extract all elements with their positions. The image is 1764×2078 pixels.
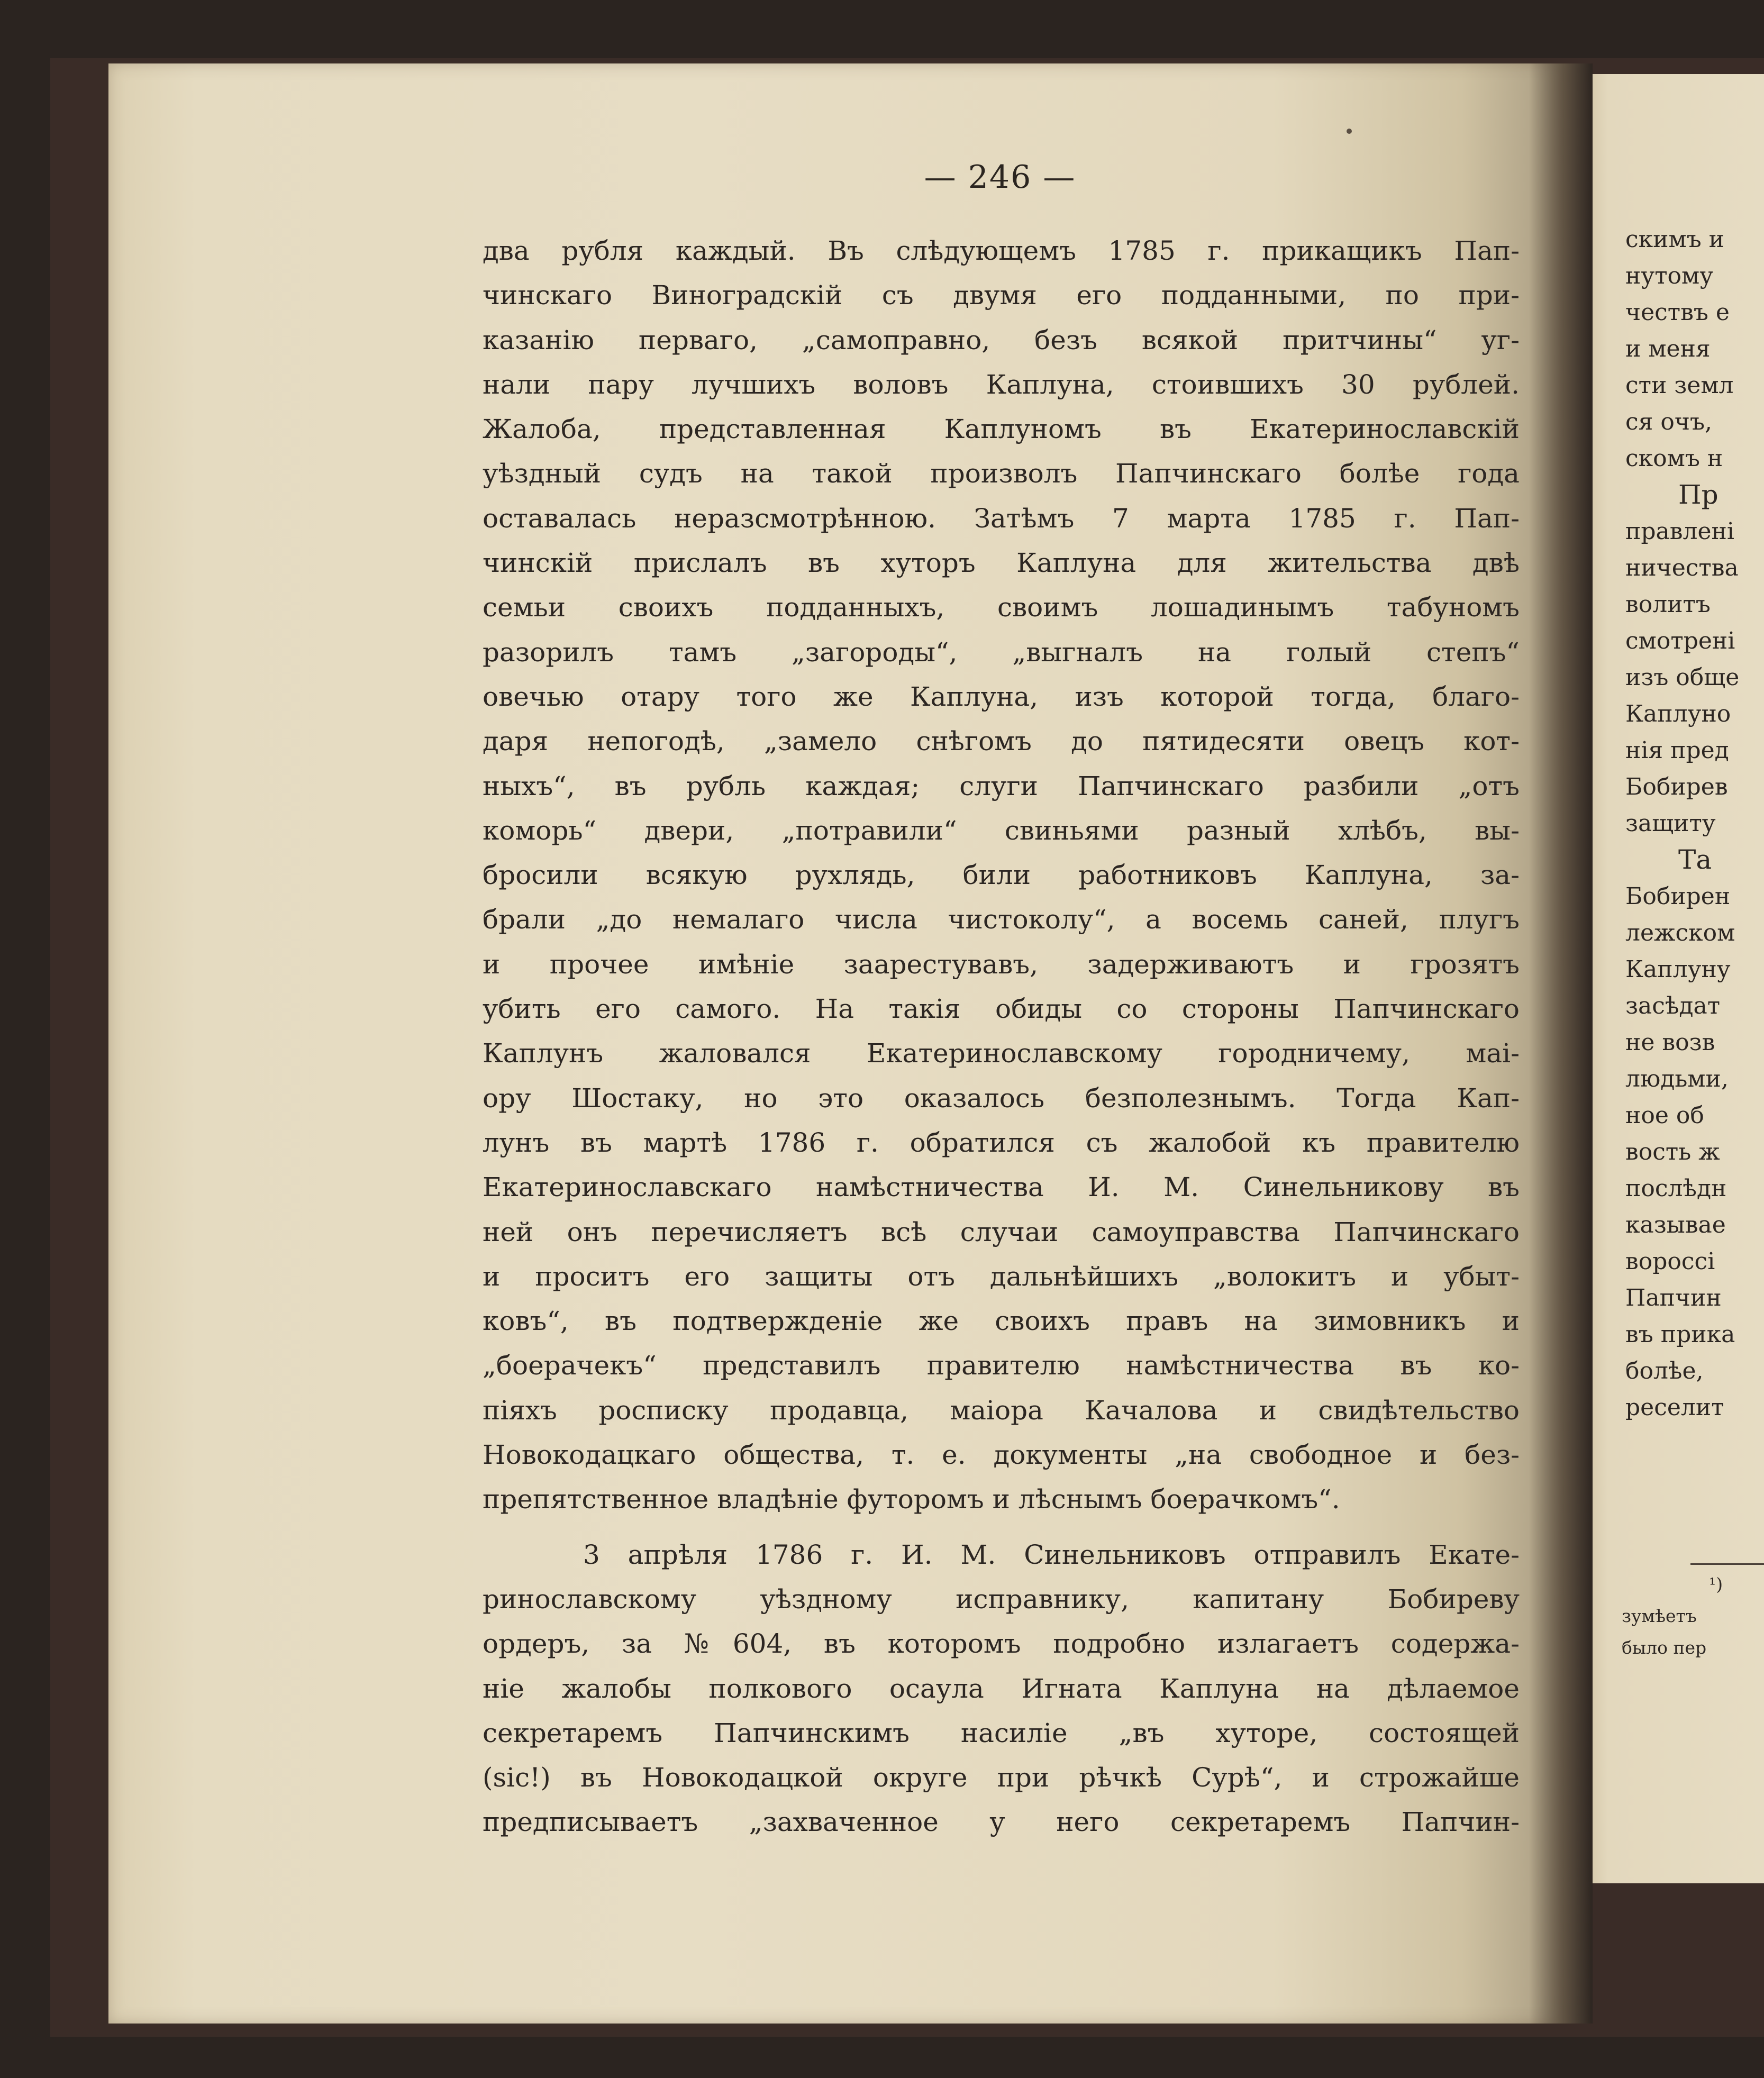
footnote-line: ¹): [1709, 1574, 1723, 1594]
text-line: два рубля каждый. Въ слѣдующемъ 1785 г. прикащикъ Пап-: [483, 235, 1520, 266]
text-line: Екатеринославскаго намѣстничества И. М. Синельникову въ: [483, 1172, 1520, 1203]
text-line: чинскаго Виноградскій съ двумя его подданными, по при-: [483, 280, 1520, 311]
paragraph-gap: [483, 1522, 1520, 1533]
right-page-line: казывае: [1625, 1211, 1726, 1238]
text-line: ніе жалобы полкового осаула Игната Каплуна на дѣлаемое: [483, 1673, 1520, 1704]
right-page-footnote: [1622, 1569, 1764, 1664]
text-line: (sic!) въ Новокодацкой округе при рѣчкѣ Сурѣ“, и строжайше: [483, 1762, 1520, 1793]
right-page-line: Каплуну: [1625, 956, 1731, 983]
text-line: казанію перваго, „самоправно, безъ всякой притчины“ уг-: [483, 324, 1520, 356]
text-line: семьи своихъ подданныхъ, своимъ лошадинымъ табуномъ: [483, 592, 1520, 623]
right-page-line: болѣе,: [1625, 1357, 1704, 1384]
right-page-line: лежском: [1625, 919, 1735, 946]
text-line: и проситъ его защиты отъ дальнѣйшихъ „волокитъ и убыт-: [483, 1261, 1520, 1292]
text-line: оставалась неразсмотрѣнною. Затѣмъ 7 марта 1785 г. Пап-: [483, 503, 1520, 534]
text-line: Новокодацкаго общества, т. е. документы „на свободное и без-: [483, 1439, 1520, 1471]
right-page-line: вость ж: [1625, 1138, 1720, 1165]
text-line: ныхъ“, въ рубль каждая; слуги Папчинскаго разбили „отъ: [483, 770, 1520, 801]
right-page-line: защиту: [1625, 810, 1716, 837]
right-page-line: изъ обще: [1625, 664, 1740, 691]
right-page-line: правлені: [1625, 518, 1734, 545]
right-page-line: Папчин: [1625, 1284, 1722, 1311]
right-page-text: [1625, 221, 1764, 1426]
right-page-line: и меня: [1625, 335, 1711, 362]
text-line: уѣздный судъ на такой произволъ Папчинскаго болѣе года: [483, 458, 1520, 489]
text-line: Каплунъ жаловался Екатеринославскому городничему, маі-: [483, 1038, 1520, 1069]
text-line: убить его самого. На такія обиды со стороны Папчинскаго: [483, 994, 1520, 1025]
right-page-line: Бобирев: [1625, 773, 1728, 800]
footnote-line: зумѣетъ: [1622, 1606, 1697, 1626]
right-page-line: послѣдн: [1625, 1175, 1727, 1202]
text-line: препятственное владѣніе футоромъ и лѣснымъ боерачкомъ“.: [483, 1484, 1340, 1515]
right-page-line: засѣдат: [1625, 992, 1721, 1019]
main-text: [483, 229, 1520, 1845]
right-page-line: смотрені: [1625, 627, 1735, 654]
text-line: ору Шостаку, но это оказалось безполезнымъ. Тогда Кап-: [483, 1082, 1520, 1114]
text-line: даря непогодѣ, „замело снѣгомъ до пятидесяти овецъ кот-: [483, 726, 1520, 757]
right-page-line: скомъ н: [1625, 445, 1723, 472]
right-page-line: чествъ е: [1625, 299, 1730, 326]
right-page-line: нутому: [1625, 262, 1714, 289]
text-line: секретаремъ Папчинскимъ насиліе „въ хуторе, состоящей: [483, 1717, 1520, 1748]
footnote-rule: [1690, 1563, 1764, 1565]
right-page-line: ное об: [1625, 1102, 1704, 1129]
text-line: ордеръ, за №604, въ которомъ подробно излагаетъ содержа-: [483, 1628, 1520, 1660]
text-line: бросили всякую рухлядь, били работниковъ Каплуна, за-: [483, 860, 1520, 891]
right-page-line: Та: [1678, 844, 1712, 875]
text-line: коморь“ двери, „потравили“ свиньями разный хлѣбъ, вы-: [483, 815, 1520, 846]
text-line: нали пару лучшихъ воловъ Каплуна, стоившихъ 30 рублей.: [483, 369, 1520, 400]
text-line: ковъ“, въ подтвержденіе же своихъ правъ на зимовникъ и: [483, 1306, 1520, 1337]
text-line: брали „до немалаго числа чистоколу“, а восемь саней, плугъ: [483, 904, 1520, 935]
paper-speck: [1347, 129, 1352, 134]
text-line: ринославскому уѣздному исправнику, капитану Бобиреву: [483, 1583, 1520, 1615]
page-number: — 246 —: [924, 159, 1076, 196]
right-page-line: нія пред: [1625, 737, 1729, 764]
text-line: разорилъ тамъ „загороды“, „выгналъ на голый степъ“: [483, 636, 1520, 668]
right-page-line: сти земл: [1625, 372, 1734, 399]
right-page-line: Пр: [1678, 479, 1718, 510]
right-page-line: волитъ: [1625, 591, 1711, 618]
text-line: Жалоба, представленная Каплуномъ въ Екатеринославскій: [483, 414, 1520, 445]
right-page-line: скимъ и: [1625, 226, 1724, 253]
text-line: ней онъ перечисляетъ всѣ случаи самоуправства Папчинскаго: [483, 1216, 1520, 1247]
text-line: лунъ въ мартѣ 1786 г. обратился съ жалобой къ правителю: [483, 1127, 1520, 1158]
text-line: піяхъ росписку продавца, маіора Качалова и свидѣтельство: [483, 1395, 1520, 1426]
right-page-line: реселит: [1625, 1394, 1724, 1421]
right-page-line: Бобирен: [1625, 883, 1731, 910]
book-gutter: [1529, 63, 1593, 2024]
right-page-line: въ прика: [1625, 1321, 1735, 1348]
text-line: „боерачекъ“ представилъ правителю намѣстничества въ ко-: [483, 1350, 1520, 1381]
right-page-line: Каплуно: [1625, 700, 1731, 727]
text-line: овечью отару того же Каплуна, изъ которой тогда, благо-: [483, 681, 1520, 712]
right-page-line: ся очъ,: [1625, 408, 1712, 435]
text-line: 3 апрѣля 1786 г. И. М. Синельниковъ отправилъ Екате-: [583, 1539, 1520, 1570]
right-page-line: не возв: [1625, 1029, 1715, 1056]
footnote-line: было пер: [1622, 1637, 1707, 1658]
right-page-line: ничества: [1625, 554, 1739, 581]
right-page-line: людьми,: [1625, 1065, 1729, 1092]
text-line: чинскій прислалъ въ хуторъ Каплуна для жительства двѣ: [483, 548, 1520, 579]
text-line: предписываетъ „захваченное у него секретаремъ Папчин-: [483, 1807, 1520, 1838]
text-line: и прочее имѣніе заарестувавъ, задерживаютъ и грозятъ: [483, 949, 1520, 980]
right-page-line: вороссі: [1625, 1248, 1715, 1275]
